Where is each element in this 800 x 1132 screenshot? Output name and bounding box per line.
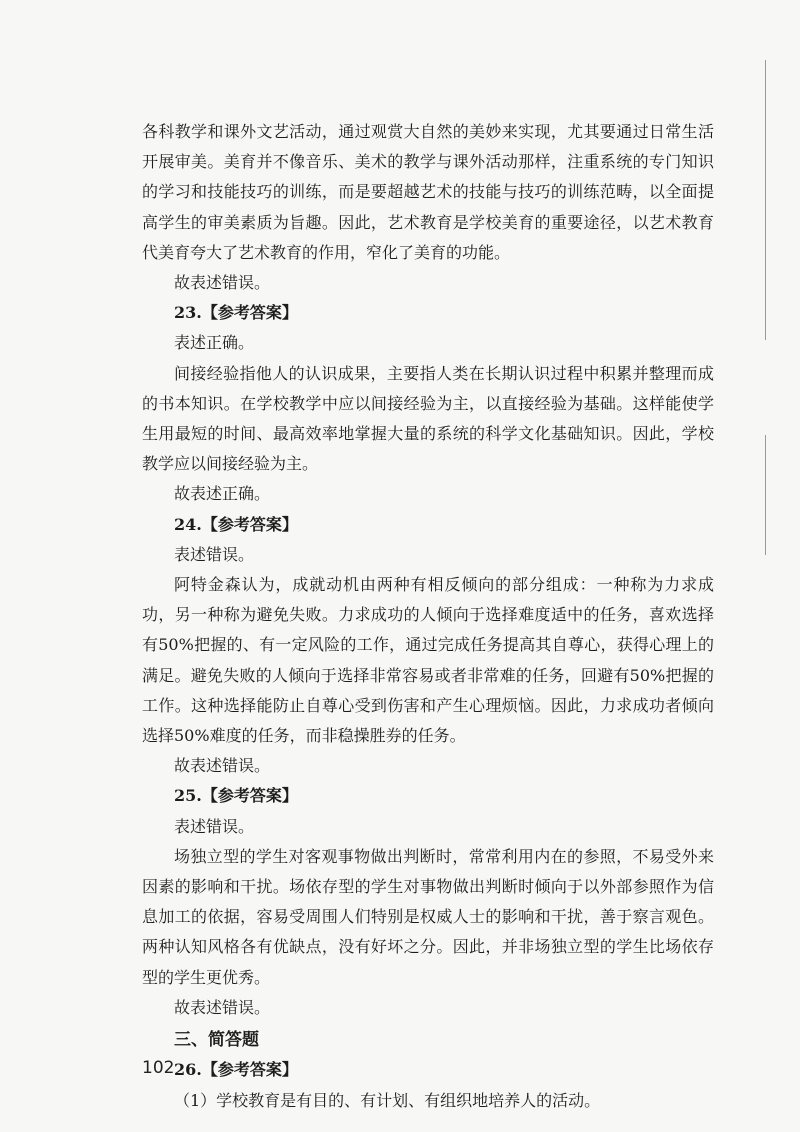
verdict-23: 表述正确。 [174,333,255,353]
answer-head-26: 26.【参考答案】 [174,1060,298,1080]
conclusion-23: 故表述正确。 [174,484,271,504]
explanation-26: （1）学校教育是有目的、有计划、有组织地培养人的活动。 [174,1090,601,1110]
explanation-24: 阿特金森认为，成就动机由两种有相反倾向的部分组成：一种称为力求成功，另一种称为避免失败。力求成功的人倾向于选择难度适中的任务，喜欢选择有50%把握的、有一定风险的工作，通过完成任务提高其自尊心，获得心理上的满足。避免失败的人倾向于选择非常容易或者非常难的任务，回避有50%把握的工作。这种选择能防止自尊心受到伤害和产生心理烦恼。因此，力求成功者倾向选择50%难度的任务，而非稳操胜券的任务。 [142,575,714,746]
explanation-23: 间接经验指他人的认识成果，主要指人类在长期认识过程中积累并整理而成的书本知识。在学校教学中应以间接经验为主，以直接经验为基础。这样能使学生用最短的时间、最高效率地掌握大量的系统的科学文化基础知识。因此，学校教学应以间接经验为主。 [142,363,714,474]
conclusion-25: 故表述错误。 [174,997,271,1017]
section-title: 三、简答题 [174,1030,259,1051]
answer-head-24: 24.【参考答案】 [174,514,298,534]
verdict-25: 表述错误。 [174,816,255,836]
scan-edge-line-top [765,60,766,340]
answer-head-25: 25.【参考答案】 [174,786,298,806]
conclusion-22: 故表述错误。 [174,273,271,293]
answer-head-23: 23.【参考答案】 [174,303,298,323]
verdict-24: 表述错误。 [174,544,255,564]
page-content [142,117,714,1116]
page-number: 102 [142,1058,175,1078]
paragraph-continued: 各科教学和课外文艺活动，通过观赏大自然的美妙来实现，尤其要通过日常生活开展审美。美育并不像音乐、美术的教学与课外活动那样，注重系统的专门知识的学习和技能技巧的训练，而是要超越艺术的技能与技巧的训练范畴，以全面提高学生的审美素质为旨趣。因此，艺术教育是学校美育的重要途径，以艺术教育代美育夸大了艺术教育的作用，窄化了美育的功能。 [142,122,714,262]
explanation-25: 场独立型的学生对客观事物做出判断时，常常利用内在的参照，不易受外来因素的影响和干扰。场依存型的学生对事物做出判断时倾向于以外部参照作为信息加工的依据，容易受周围人们特别是权威人士的影响和干扰，善于察言观色。两种认知风格各有优缺点，没有好坏之分。因此，并非场独立型的学生比场依存型的学生更优秀。 [142,846,714,987]
conclusion-24: 故表述错误。 [174,756,271,776]
scan-edge-line-middle [765,435,766,555]
